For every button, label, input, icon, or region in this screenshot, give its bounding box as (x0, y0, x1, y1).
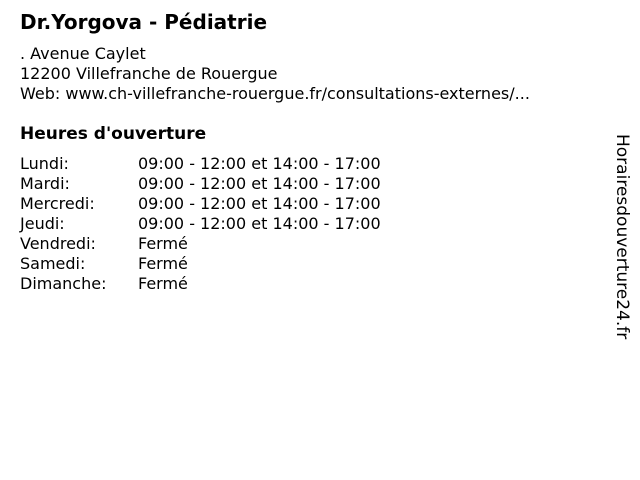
time-value: 09:00 - 12:00 et 14:00 - 17:00 (138, 174, 381, 193)
day-label: Vendredi: (20, 234, 96, 253)
practice-name: Dr.Yorgova - Pédiatrie (20, 10, 268, 34)
address-block (20, 44, 530, 104)
opening-hours-heading: Heures d'ouverture (20, 124, 207, 144)
website-link[interactable]: Web: www.ch-villefranche-rouergue.fr/consultations-externes/... (20, 84, 530, 103)
day-label: Jeudi: (20, 214, 65, 233)
opening-hours-table (20, 154, 381, 294)
time-value: 09:00 - 12:00 et 14:00 - 17:00 (138, 194, 381, 213)
hours-row-lundi (20, 154, 381, 174)
time-value: Fermé (138, 254, 188, 273)
hours-row-mercredi (20, 194, 381, 214)
hours-row-dimanche (20, 274, 381, 294)
time-value: 09:00 - 12:00 et 14:00 - 17:00 (138, 214, 381, 233)
side-brand-text: Horairesdouverture24.fr (612, 134, 632, 340)
address-city: 12200 Villefranche de Rouergue (20, 64, 278, 83)
day-label: Samedi: (20, 254, 86, 273)
time-value: Fermé (138, 274, 188, 293)
hours-row-samedi (20, 254, 381, 274)
hours-row-jeudi (20, 214, 381, 234)
hours-row-vendredi (20, 234, 381, 254)
hours-row-mardi (20, 174, 381, 194)
day-label: Mardi: (20, 174, 70, 193)
day-label: Lundi: (20, 154, 69, 173)
time-value: 09:00 - 12:00 et 14:00 - 17:00 (138, 154, 381, 173)
time-value: Fermé (138, 234, 188, 253)
address-street: . Avenue Caylet (20, 44, 146, 63)
day-label: Dimanche: (20, 274, 107, 293)
day-label: Mercredi: (20, 194, 95, 213)
